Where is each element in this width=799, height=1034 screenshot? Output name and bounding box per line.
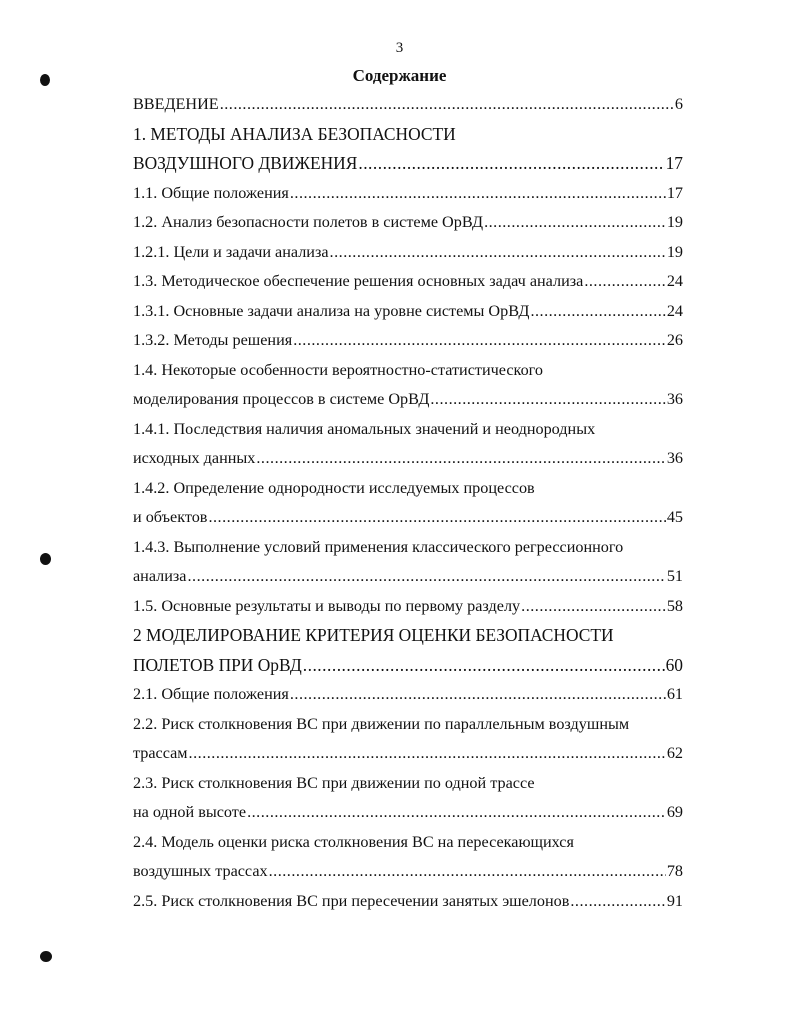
table-of-contents <box>133 90 683 916</box>
toc-entry-page: 17 <box>665 153 683 173</box>
dot-leader <box>484 208 666 238</box>
toc-entry-text: моделирования процессов в системе ОрВД <box>133 390 430 408</box>
toc-entry-text: 1.3.2. Методы решения <box>133 331 293 349</box>
toc-entry <box>133 267 683 297</box>
toc-entry-page: 60 <box>665 654 683 675</box>
toc-entry-page: 61 <box>666 685 683 703</box>
toc-entry <box>133 444 683 474</box>
toc-entry-page: 62 <box>666 744 683 762</box>
toc-entry-page: 51 <box>666 567 683 585</box>
toc-entry <box>133 474 683 504</box>
toc-entry-page: 19 <box>666 242 683 261</box>
toc-entry-page: 24 <box>666 272 683 290</box>
dot-leader <box>290 179 666 209</box>
toc-entry-text: ВОЗДУШНОГО ДВИЖЕНИЯ <box>133 153 358 173</box>
toc-entry-text: 1.4. Некоторые особенности вероятностно-статистического <box>133 360 544 379</box>
dot-leader <box>189 739 666 769</box>
toc-entry-page: 6 <box>674 95 683 113</box>
dot-leader <box>293 326 666 356</box>
toc-entry-page: 24 <box>666 301 683 320</box>
dot-leader <box>330 238 666 268</box>
dot-leader <box>584 267 665 297</box>
toc-entry-text: 1.4.2. Определение однородности исследуемых процессов <box>133 478 535 497</box>
toc-entry <box>133 533 683 563</box>
toc-entry-text: 2.5. Риск столкновения ВС при пересечении занятых эшелонов <box>133 891 570 910</box>
toc-entry-text: и объектов <box>133 508 208 526</box>
toc-entry-text: воздушных трассах <box>133 862 268 880</box>
toc-entry-text: 1.5. Основные результаты и выводы по первому разделу <box>133 596 521 615</box>
toc-entry <box>133 828 683 858</box>
toc-entry-page: 91 <box>666 891 683 910</box>
toc-entry <box>133 385 683 415</box>
dot-leader <box>521 592 666 622</box>
toc-entry <box>133 503 683 533</box>
toc-entry-text: 1.2.1. Цели и задачи анализа <box>133 242 329 261</box>
toc-entry-text: 1.3. Методическое обеспечение решения основных задач анализа <box>133 272 584 290</box>
toc-entry <box>133 238 683 268</box>
toc-entry <box>133 621 683 651</box>
toc-entry-text: 2 МОДЕЛИРОВАНИЕ КРИТЕРИЯ ОЦЕНКИ БЕЗОПАСНОСТИ <box>133 625 614 645</box>
toc-entry-text: ПОЛЕТОВ ПРИ ОрВД <box>133 654 302 675</box>
toc-entry-text: 1.1. Общие положения <box>133 183 289 202</box>
toc-entry <box>133 710 683 740</box>
dot-leader <box>430 385 665 415</box>
toc-entry <box>133 562 683 592</box>
toc-entry-text: 2.1. Общие положения <box>133 685 289 703</box>
toc-entry <box>133 798 683 828</box>
toc-entry <box>133 769 683 799</box>
dot-leader <box>188 562 666 592</box>
toc-entry <box>133 651 683 681</box>
toc-entry-text: 1.2. Анализ безопасности полетов в системе ОрВД <box>133 213 484 231</box>
toc-entry-text: 2.4. Модель оценки риска столкновения ВС на пересекающихся <box>133 832 574 851</box>
toc-entry <box>133 356 683 386</box>
scan-blot-1 <box>40 74 50 86</box>
toc-entry-page: 17 <box>666 183 683 202</box>
dot-leader <box>303 651 665 681</box>
dot-leader <box>269 857 666 887</box>
dot-leader <box>290 680 666 710</box>
toc-entry-text: 1.4.1. Последствия наличия аномальных значений и неоднородных <box>133 419 596 438</box>
toc-entry <box>133 326 683 356</box>
dot-leader <box>570 887 665 917</box>
toc-entry-text: анализа <box>133 567 187 585</box>
toc-entry <box>133 120 683 150</box>
toc-entry-text: трассам <box>133 744 188 762</box>
toc-entry <box>133 680 683 710</box>
toc-entry <box>133 857 683 887</box>
toc-entry-text: 2.3. Риск столкновения ВС при движении по одной трассе <box>133 773 535 792</box>
toc-entry-text: 1.4.3. Выполнение условий применения классического регрессионного <box>133 537 624 556</box>
toc-entry-page: 69 <box>666 803 683 821</box>
toc-entry <box>133 90 683 120</box>
dot-leader <box>530 297 665 327</box>
dot-leader <box>220 90 674 120</box>
page-number: 3 <box>395 40 404 56</box>
toc-entry <box>133 149 683 179</box>
toc-entry <box>133 415 683 445</box>
toc-entry-text: ВВЕДЕНИЕ <box>133 95 219 113</box>
toc-entry-page: 78 <box>666 862 683 880</box>
toc-entry <box>133 179 683 209</box>
toc-entry-page: 45 <box>666 508 683 526</box>
toc-entry-text: 2.2. Риск столкновения ВС при движении по параллельным воздушным <box>133 714 630 733</box>
toc-entry-page: 19 <box>666 213 683 231</box>
toc-entry <box>133 739 683 769</box>
toc-entry <box>133 208 683 238</box>
toc-entry-page: 36 <box>666 390 683 408</box>
toc-title: Содержание <box>352 66 447 85</box>
toc-entry <box>133 887 683 917</box>
toc-entry-page: 58 <box>666 596 683 615</box>
toc-entry-text: 1. МЕТОДЫ АНАЛИЗА БЕЗОПАСНОСТИ <box>133 123 456 144</box>
toc-entry-text: исходных данных <box>133 449 256 467</box>
dot-leader <box>358 149 664 179</box>
toc-entry-text: на одной высоте <box>133 803 247 821</box>
toc-entry <box>133 297 683 327</box>
scan-blot-3 <box>40 951 52 962</box>
toc-entry <box>133 592 683 622</box>
toc-entry-text: 1.3.1. Основные задачи анализа на уровне системы ОрВД <box>133 301 530 320</box>
dot-leader <box>208 503 665 533</box>
dot-leader <box>247 798 666 828</box>
scan-blot-2 <box>40 553 51 565</box>
toc-entry-page: 26 <box>666 331 683 349</box>
toc-entry-page: 36 <box>666 449 683 467</box>
dot-leader <box>256 444 665 474</box>
